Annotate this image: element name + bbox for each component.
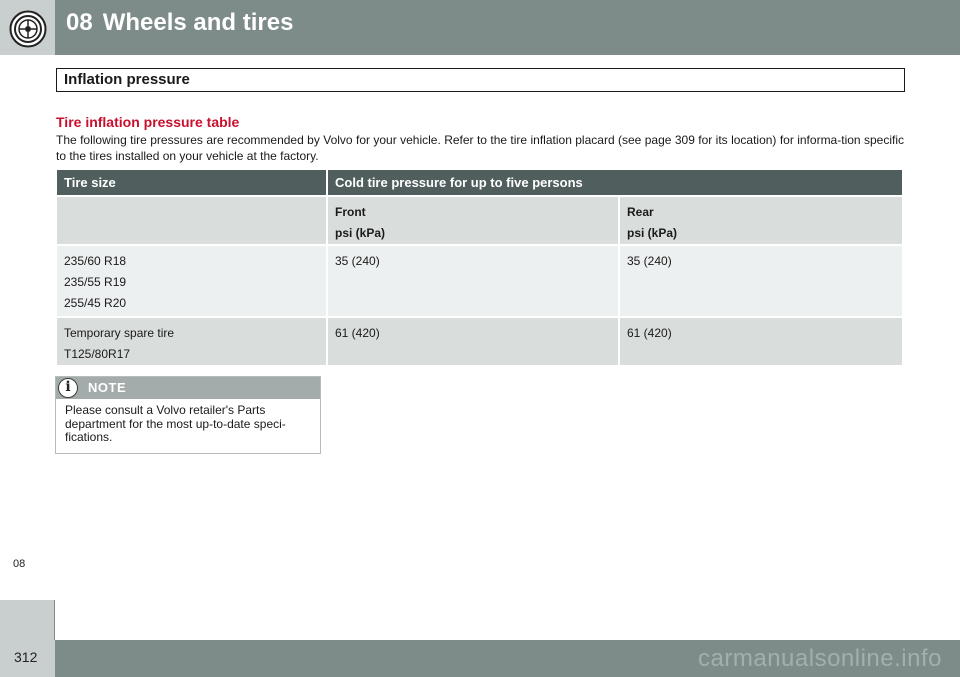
tire-size: 235/60 R18 (64, 254, 127, 268)
tire-size: 235/55 R19 (64, 275, 127, 289)
page-number: 312 (14, 649, 38, 665)
front-label: Front (335, 205, 366, 219)
rear-subheader (619, 196, 903, 245)
table-row (56, 317, 903, 366)
header-tire-size: Tire size (56, 169, 327, 196)
header-cold-pressure: Cold tire pressure for up to five persons (327, 169, 903, 196)
section-title-box (56, 68, 905, 92)
front-pressure-cell (327, 317, 619, 366)
table-header-row (56, 169, 903, 196)
rear-unit: psi (kPa) (627, 226, 678, 240)
tire-pressure-table (55, 168, 904, 367)
wheel-icon (9, 10, 47, 48)
tire-size: T125/80R17 (64, 347, 131, 361)
tire-size: 255/45 R20 (64, 296, 127, 310)
rear-label: Rear (627, 205, 654, 219)
table-subheader-row (56, 196, 903, 245)
note-text: Please consult a Volvo retailer's Parts department for the most up-to-date speci-fications. (65, 403, 286, 444)
rear-pressure: 35 (240) (627, 254, 672, 268)
rear-pressure: 61 (420) (627, 326, 672, 340)
info-icon: i (58, 378, 78, 398)
chapter-name: Wheels and tires (102, 9, 294, 36)
tire-size-cell (56, 245, 327, 317)
table-cell (56, 196, 327, 245)
side-tab (0, 55, 55, 619)
side-tab-label: 08 (13, 558, 26, 570)
front-subheader (327, 196, 619, 245)
section-title: Inflation pressure (64, 71, 190, 88)
table-row (56, 245, 903, 317)
front-pressure: 61 (420) (335, 326, 380, 340)
watermark: carmanualsonline.info (698, 645, 942, 672)
header-icon-area (0, 0, 55, 55)
rear-pressure-cell (619, 245, 903, 317)
note-box (55, 376, 321, 454)
table-title: Tire inflation pressure table (56, 114, 240, 130)
chapter-number: 08 (66, 9, 93, 36)
front-pressure: 35 (240) (335, 254, 380, 268)
rear-pressure-cell (619, 317, 903, 366)
front-unit: psi (kPa) (335, 226, 386, 240)
note-label: NOTE (88, 380, 127, 395)
front-pressure-cell (327, 245, 619, 317)
tire-size: Temporary spare tire (64, 326, 175, 340)
tire-size-cell (56, 317, 327, 366)
chapter-title (66, 9, 293, 37)
intro-paragraph: The following tire pressures are recommended by Volvo for your vehicle. Refer to the tire inflation placard (see page 309 for its location) for informa-tion specific to the tires installed on your vehicle at the factory. (56, 133, 904, 163)
note-header (56, 377, 320, 399)
